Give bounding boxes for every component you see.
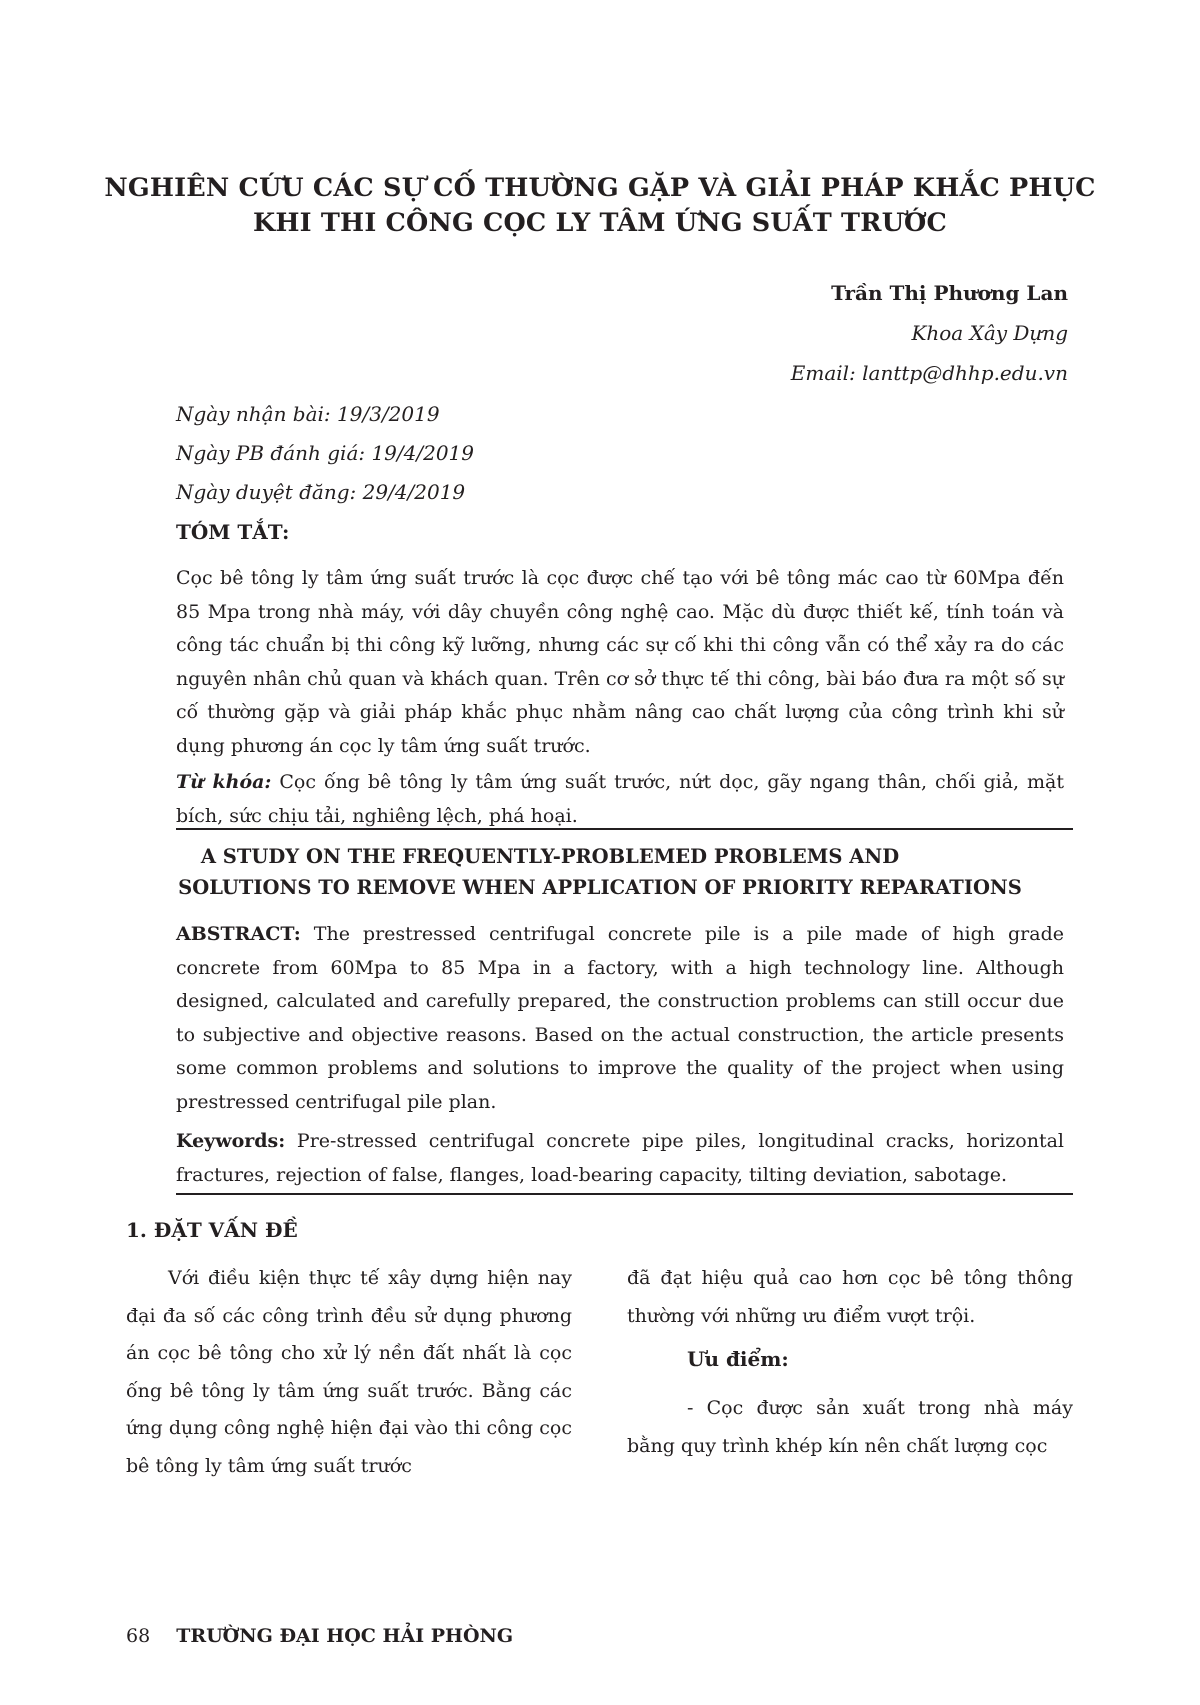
date-reviewed: Ngày PB đánh giá: 19/4/2019 [176,441,475,465]
advantage-item-1: - Cọc được sản xuất trong nhà máy bằng quy trình khép kín nên chất lượng cọc [627,1397,1073,1457]
journal-name: TRƯỜNG ĐẠI HỌC HẢI PHÒNG [176,1625,514,1647]
en-abstract [176,918,1064,1119]
page-footer [126,1625,513,1647]
en-abstract-text: The prestressed centrifugal concrete pile is a pile made of high grade concrete from 60Mpa to 85 Mpa in a factory, with a high technology line. Although designed, calculated and carefully prepared, the construction problems can still occur due to subjective and objective reasons. Based on the actual construction, the article presents some common problems and solutions to improve the quality of the project when using prestressed centrifugal pile plan. [176,923,1064,1113]
author-department: Khoa Xây Dựng [911,321,1068,345]
en-title-line2: SOLUTIONS TO REMOVE WHEN APPLICATION OF PRIORITY REPARATIONS [178,876,1022,899]
date-received: Ngày nhận bài: 19/3/2019 [176,402,440,426]
section1-heading: 1. ĐẶT VẤN ĐỀ [126,1218,298,1242]
page-number: 68 [126,1625,151,1647]
en-keywords-label: Keywords: [176,1130,286,1152]
en-title-line1: A STUDY ON THE FREQUENTLY-PROBLEMED PROBLEMS AND [200,845,900,868]
section1-left-column: Với điều kiện thực tế xây dựng hiện nay đại đa số các công trình đều sử dụng phương án cọc bê tông cho xử lý nền đất nhất là cọc ống bê tông ly tâm ứng suất trước. Bằng các ứng dụng công nghệ hiện đại vào thi công cọc bê tông ly tâm ứng suất trước [126,1267,572,1477]
paper-title-line2: KHI THI CÔNG CỌC LY TÂM ỨNG SUẤT TRƯỚC [253,208,947,238]
author-name: Trần Thị Phương Lan [831,281,1068,305]
paper-title-line1: NGHIÊN CỨU CÁC SỰ CỐ THƯỜNG GẶP VÀ GIẢI PHÁP KHẮC PHỤC [104,173,1096,203]
vi-keywords-label: Từ khóa: [176,771,272,793]
advantages-heading: Ưu điểm: [687,1347,789,1371]
vi-abstract-heading: TÓM TẮT: [176,520,290,544]
en-keywords-text: Pre-stressed centrifugal concrete pipe piles, longitudinal cracks, horizontal fractures, rejection of false, flanges, load-bearing capacity, tilting deviation, sabotage. [176,1130,1064,1186]
date-approved: Ngày duyệt đăng: 29/4/2019 [176,480,466,504]
author-email[interactable]: Email: lanttp@dhhp.edu.vn [790,361,1068,385]
section1-right-paragraph: đã đạt hiệu quả cao hơn cọc bê tông thông thường với những ưu điểm vượt trội. [627,1267,1073,1327]
vi-keywords [176,766,1064,833]
section-divider-top [176,828,1073,830]
en-keywords [176,1125,1064,1192]
vi-abstract-text: Cọc bê tông ly tâm ứng suất trước là cọc được chế tạo với bê tông mác cao từ 60Mpa đến 85 Mpa trong nhà máy, với dây chuyền công nghệ cao. Mặc dù được thiết kế, tính toán và công tác chuẩn bị thi công kỹ lưỡng, nhưng các sự cố khi thi công vẫn có thể xảy ra do các nguyên nhân chủ quan và khách quan. Trên cơ sở thực tế thi công, bài báo đưa ra một số sự cố thường gặp và giải pháp khắc phục nhằm nâng cao chất lượng của công trình khi sử dụng phương án cọc ly tâm ứng suất trước. [176,567,1064,757]
en-abstract-label: ABSTRACT: [176,923,301,945]
section-divider-bottom [176,1193,1073,1195]
vi-keywords-text: Cọc ống bê tông ly tâm ứng suất trước, nứt dọc, gãy ngang thân, chối giả, mặt bích, sức chịu tải, nghiêng lệch, phá hoại. [176,771,1065,827]
